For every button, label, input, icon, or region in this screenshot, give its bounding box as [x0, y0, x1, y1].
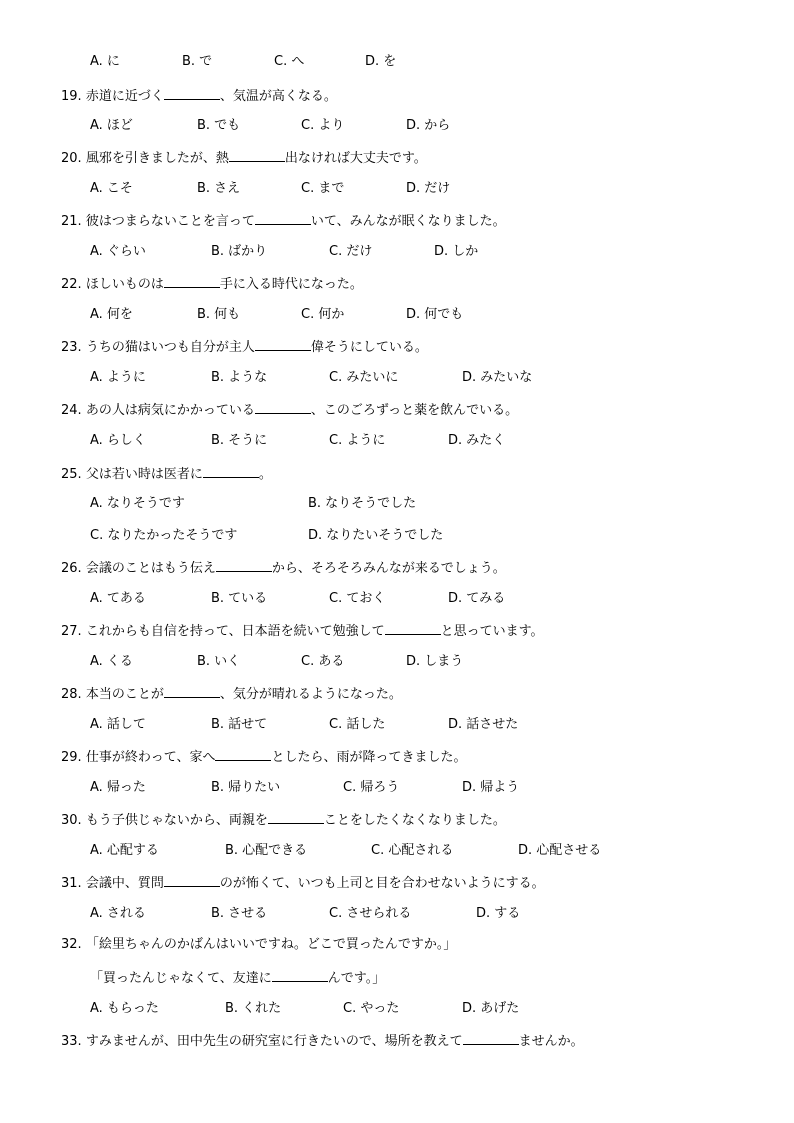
- option-a: A. ぐらい: [90, 244, 146, 259]
- option-a: A. 心配する: [90, 843, 159, 858]
- question-19: [61, 86, 337, 104]
- option-c: C. なりたかったそうです: [90, 528, 238, 543]
- question-text-pre: すみませんが、田中先生の研究室に行きたいので、場所を教えて: [85, 1034, 463, 1049]
- question-21: [61, 211, 506, 229]
- option-b: B. ばかり: [211, 244, 268, 259]
- question-text-post: ませんか。: [518, 1034, 584, 1049]
- question-text-pre: 仕事が終わって、家へ: [85, 750, 216, 765]
- option-a: A. なりそうです: [90, 496, 185, 511]
- option-a: A. もらった: [90, 1001, 159, 1016]
- option-b: B. させる: [211, 906, 268, 921]
- option-c: C. ように: [329, 433, 386, 448]
- option-d: D. する: [476, 906, 521, 921]
- question-text-pre: 赤道に近づく: [85, 89, 164, 104]
- option-b: B. で: [182, 54, 213, 69]
- question-number: 27.: [61, 624, 82, 639]
- option-d: D. しまう: [406, 654, 464, 669]
- option-a: A. こそ: [90, 181, 133, 196]
- option-b: B. 心配できる: [225, 843, 308, 858]
- answer-blank: [164, 274, 220, 288]
- question-text-post: 。: [258, 467, 272, 482]
- question-text-post: としたら、雨が降ってきました。: [271, 750, 467, 765]
- option-d: D. なりたいそうでした: [308, 528, 444, 543]
- question-text-pre: これからも自信を持って、日本語を続いて勉強して: [85, 624, 385, 639]
- question-text-post: のが怖くて、いつも上司と目を合わせないようにする。: [219, 876, 545, 891]
- question-22: [61, 274, 363, 292]
- option-b: B. そうに: [211, 433, 268, 448]
- question-text-post: 出なければ大丈夫です。: [284, 151, 427, 166]
- question-text-post: 手に入る時代になった。: [219, 277, 363, 292]
- option-a: A. ほど: [90, 118, 133, 133]
- question-text-pre: 「買ったんじゃなくて、友達に: [90, 971, 272, 986]
- question-number: 20.: [61, 151, 82, 166]
- option-c: C. 帰ろう: [343, 780, 400, 795]
- question-25: [61, 464, 272, 482]
- question-number: 32.: [61, 937, 82, 952]
- question-text-pre: 本当のことが: [85, 687, 164, 702]
- question-text-post: いて、みんなが眠くなりました。: [310, 214, 506, 229]
- question-26: [61, 558, 506, 576]
- question-number: 24.: [61, 403, 82, 418]
- question-number: 30.: [61, 813, 82, 828]
- answer-blank: [216, 558, 272, 572]
- answer-blank: [385, 621, 441, 635]
- answer-blank: [255, 211, 311, 225]
- option-b: B. ような: [211, 370, 268, 385]
- option-d: D. だけ: [406, 181, 451, 196]
- option-d: D. を: [365, 54, 397, 69]
- option-a: A. 帰った: [90, 780, 146, 795]
- option-c: C. みたいに: [329, 370, 399, 385]
- answer-blank: [229, 148, 285, 162]
- answer-blank: [463, 1031, 519, 1045]
- option-b: B. 帰りたい: [211, 780, 281, 795]
- question-text-pre: 父は若い時は医者に: [85, 467, 203, 482]
- option-c: C. 何か: [301, 307, 345, 322]
- question-number: 33.: [61, 1034, 82, 1049]
- question-31: [61, 873, 545, 891]
- option-c: C. させられる: [329, 906, 412, 921]
- answer-blank: [164, 684, 220, 698]
- option-b: B. さえ: [197, 181, 241, 196]
- question-text-post: 、気温が高くなる。: [219, 89, 337, 104]
- option-a: A. らしく: [90, 433, 146, 448]
- answer-blank: [255, 337, 311, 351]
- option-b: B. でも: [197, 118, 241, 133]
- option-d: D. から: [406, 118, 451, 133]
- question-number: 23.: [61, 340, 82, 355]
- option-c: C. 話した: [329, 717, 386, 732]
- answer-blank: [215, 747, 271, 761]
- option-d: D. 何でも: [406, 307, 464, 322]
- question-number: 21.: [61, 214, 82, 229]
- question-20: [61, 148, 427, 166]
- option-c: C. ある: [301, 654, 345, 669]
- question-number: 29.: [61, 750, 82, 765]
- option-a: A. に: [90, 54, 120, 69]
- option-c: C. 心配される: [371, 843, 454, 858]
- option-d: D. 心配させる: [518, 843, 602, 858]
- option-a: A. 何を: [90, 307, 133, 322]
- question-text-pre: 「絵里ちゃんのかばんはいいですね。どこで買ったんですか。」: [85, 937, 457, 952]
- question-text-post: から、そろそろみんなが来るでしょう。: [271, 561, 506, 576]
- option-c: C. やった: [343, 1001, 400, 1016]
- option-d: D. みたく: [448, 433, 506, 448]
- option-a: A. される: [90, 906, 146, 921]
- option-d: D. 帰よう: [462, 780, 520, 795]
- option-c: C. ておく: [329, 591, 386, 606]
- option-c: C. より: [301, 118, 345, 133]
- question-30: [61, 810, 506, 828]
- question-number: 25.: [61, 467, 82, 482]
- question-text-pre: うちの猫はいつも自分が主人: [85, 340, 255, 355]
- question-text-pre: 会議のことはもう伝え: [85, 561, 216, 576]
- answer-blank: [272, 968, 328, 982]
- question-33: [61, 1031, 584, 1049]
- option-a: A. ように: [90, 370, 146, 385]
- question-32-line-2: [90, 968, 385, 986]
- question-29: [61, 747, 466, 765]
- question-23: [61, 337, 428, 355]
- question-24: [61, 400, 518, 418]
- option-b: B. 話せて: [211, 717, 268, 732]
- question-text-post: 偉そうにしている。: [310, 340, 428, 355]
- question-text-post: 、気分が晴れるようになった。: [219, 687, 402, 702]
- option-a: A. 話して: [90, 717, 146, 732]
- question-number: 31.: [61, 876, 82, 891]
- question-text-pre: 会議中、質問: [85, 876, 164, 891]
- option-b: B. ている: [211, 591, 268, 606]
- question-28: [61, 684, 402, 702]
- answer-blank: [164, 86, 220, 100]
- option-d: D. みたいな: [462, 370, 533, 385]
- option-d: D. てみる: [448, 591, 506, 606]
- option-b: B. くれた: [225, 1001, 282, 1016]
- question-text-post: ことをしたくなくなりました。: [323, 813, 506, 828]
- answer-blank: [255, 400, 311, 414]
- option-c: C. だけ: [329, 244, 373, 259]
- answer-blank: [268, 810, 324, 824]
- question-text-post: んです。」: [327, 971, 386, 986]
- option-a: A. てある: [90, 591, 146, 606]
- question-text-post: 、このごろずっと薬を飲んでいる。: [310, 403, 519, 418]
- question-text-pre: 彼はつまらないことを言って: [85, 214, 255, 229]
- option-d: D. あげた: [462, 1001, 520, 1016]
- question-text-pre: もう子供じゃないから、両親を: [85, 813, 268, 828]
- option-a: A. くる: [90, 654, 133, 669]
- question-text-pre: ほしいものは: [85, 277, 164, 292]
- option-c: C. まで: [301, 181, 345, 196]
- option-c: C. へ: [274, 54, 305, 69]
- question-number: 22.: [61, 277, 82, 292]
- question-number: 28.: [61, 687, 82, 702]
- question-number: 26.: [61, 561, 82, 576]
- option-b: B. 何も: [197, 307, 241, 322]
- option-b: B. なりそうでした: [308, 496, 417, 511]
- question-text-post: と思っています。: [440, 624, 544, 639]
- option-d: D. 話させた: [448, 717, 519, 732]
- answer-blank: [164, 873, 220, 887]
- question-text-pre: あの人は病気にかかっている: [85, 403, 255, 418]
- answer-blank: [203, 464, 259, 478]
- question-32: [61, 936, 456, 954]
- option-d: D. しか: [434, 244, 479, 259]
- question-text-pre: 風邪を引きましたが、熱: [85, 151, 229, 166]
- option-b: B. いく: [197, 654, 241, 669]
- question-27: [61, 621, 544, 639]
- question-number: 19.: [61, 89, 82, 104]
